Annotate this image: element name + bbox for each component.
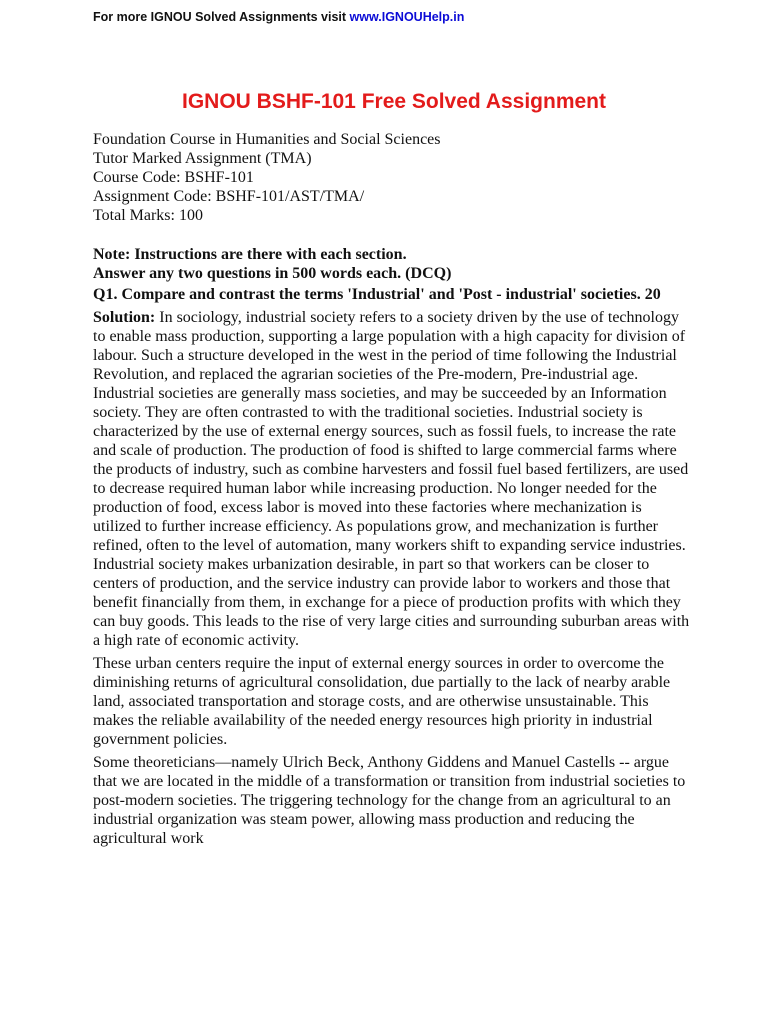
note-line: Note: Instructions are there with each section. (93, 246, 407, 263)
document-title-text: IGNOU BSHF-101 Free Solved Assignment (182, 90, 606, 113)
document-body (93, 130, 693, 848)
document-title (0, 90, 768, 114)
banner-text: For more IGNOU Solved Assignments visit (93, 10, 350, 24)
note-line: Answer any two questions in 500 words each. (DCQ) (93, 265, 452, 282)
solution-label: Solution: (93, 309, 156, 326)
course-meta (93, 130, 693, 225)
instructions-note (93, 245, 693, 283)
assignment-code: Assignment Code: BSHF-101/AST/TMA/ (93, 188, 365, 205)
paragraph-theoreticians: Some theoreticians—namely Ulrich Beck, Anthony Giddens and Manuel Castells -- argue that we are located in the middle of a transformation or transition from industrial societies to post-modern societies. The triggering technology for the change from an agricultural to an industrial organization was steam power, allowing mass production and reducing the agricultural work (93, 754, 686, 847)
total-marks: Total Marks: 100 (93, 207, 203, 224)
site-link[interactable]: www.IGNOUHelp.in (349, 10, 465, 24)
question-heading: Q1. Compare and contrast the terms 'Industrial' and 'Post - industrial' societies. 20 (93, 286, 661, 303)
solution-paragraph (93, 308, 693, 650)
course-code: Course Code: BSHF-101 (93, 169, 254, 186)
solution-text: In sociology, industrial society refers to a society driven by the use of technology to enable mass production, supporting a large population with a high capacity for division of labour. Such a structure developed in the west in the period of time following the Industrial Revolution, and replaced the agrarian societies of the Pre-modern, Pre-industrial age. Industrial societies are generally mass societies, and may be succeeded by an Information society. They are often contrasted to with the traditional societies. Industrial society is characterized by the use of external energy sources, such as fossil fuels, to increase the rate and scale of production. The production of food is shifted to large commercial farms where the products of industry, such as combine harvesters and fossil fuel based fertilizers, are used to decrease required human labor while increasing production. No longer needed for the production of food, excess labor is moved into these factories where mechanization is utilized to further increase efficiency. As populations grow, and mechanization is further refined, often to the level of automation, many workers shift to expanding service industries. Industrial society makes urbanization desirable, in part so that workers can be closer to centers of production, and the service industry can provide labor to workers and those that benefit financially from them, in exchange for a piece of production profits with which they can buy goods. This leads to the rise of very large cities and surrounding suburban areas with a high rate of economic activity. (93, 309, 690, 649)
course-name: Foundation Course in Humanities and Social Sciences (93, 131, 441, 148)
top-banner (93, 10, 464, 24)
paragraph-urban-centers: These urban centers require the input of external energy sources in order to overcome the diminishing returns of agricultural consolidation, due partially to the lack of nearby arable land, associated transportation and storage costs, and are otherwise unsustainable. This makes the reliable availability of the needed energy resources high priority in industrial government policies. (93, 655, 671, 748)
assignment-type: Tutor Marked Assignment (TMA) (93, 150, 312, 167)
